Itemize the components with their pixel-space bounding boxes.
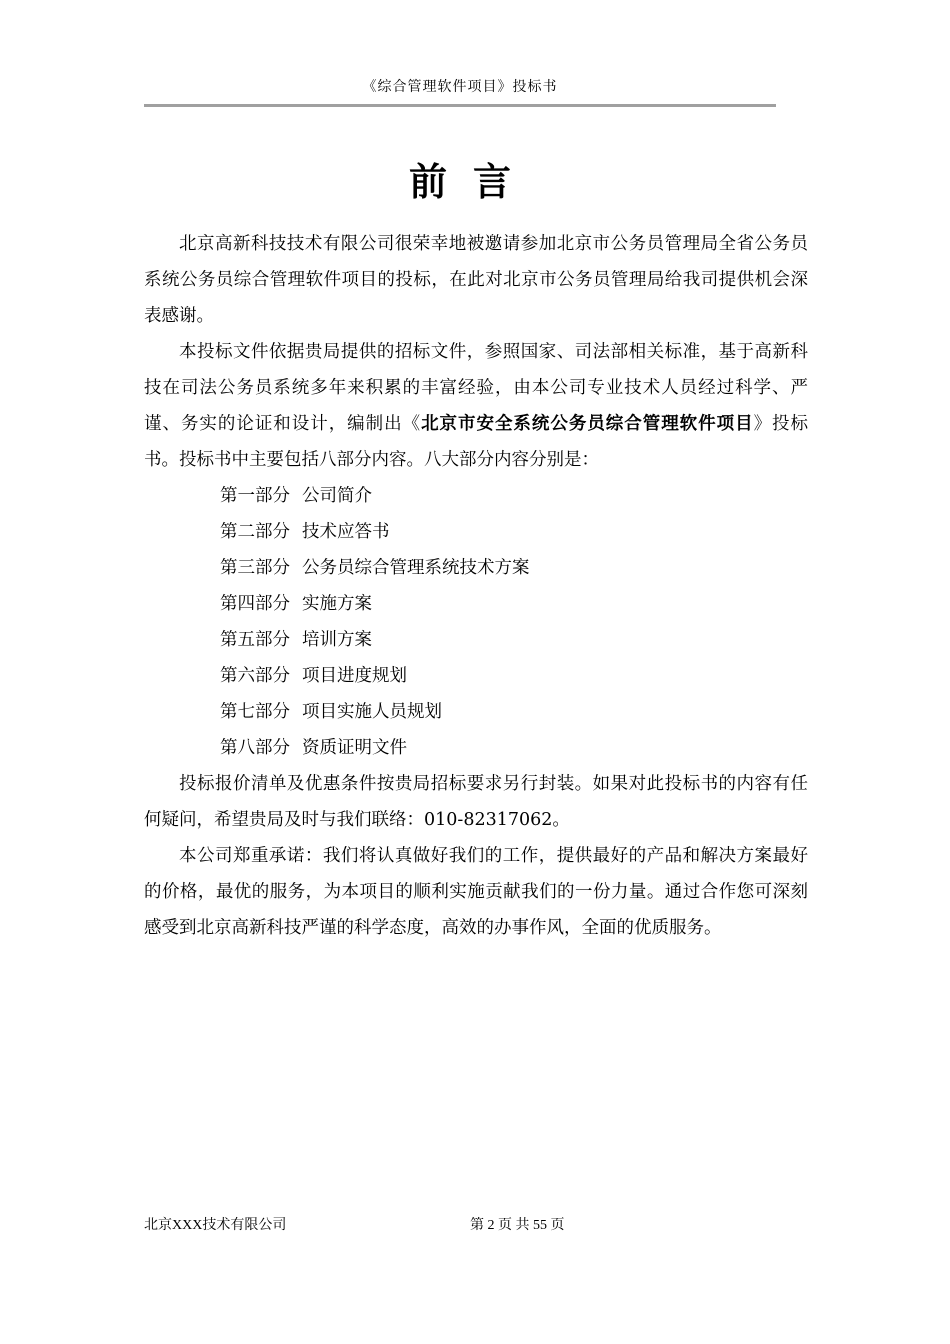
part-number: 第六部分 bbox=[220, 666, 290, 686]
part-number: 第八部分 bbox=[220, 738, 290, 758]
basis-text-1: 本投标文件依据贵局提供的招标文件，参照国家、司法部相关标准，基于高新科技在司法公务员系统多年来积累的丰富经验，由本公司专业技术人员经过科学、严谨、务实的论证和设计，编制出《 bbox=[144, 342, 808, 434]
header-divider bbox=[144, 104, 776, 107]
part-number: 第一部分 bbox=[220, 486, 290, 506]
project-name: 北京市安全系统公务员综合管理软件项目 bbox=[421, 414, 754, 434]
contents-item bbox=[144, 658, 808, 694]
part-name: 培训方案 bbox=[302, 630, 372, 650]
part-name: 项目进度规划 bbox=[302, 666, 407, 686]
basis-paragraph bbox=[144, 334, 808, 478]
part-name: 公务员综合管理系统技术方案 bbox=[302, 558, 530, 578]
document-body bbox=[144, 226, 808, 946]
pricing-paragraph: 投标报价清单及优惠条件按贵局招标要求另行封装。如果对此投标书的内容有任何疑问，希望贵局及时与我们联络：010-82317062。 bbox=[144, 774, 808, 830]
part-name: 技术应答书 bbox=[302, 522, 390, 542]
part-number: 第二部分 bbox=[220, 522, 290, 542]
page-header: 《综合管理软件项目》投标书 bbox=[362, 79, 558, 95]
part-number: 第七部分 bbox=[220, 702, 290, 722]
contents-item bbox=[144, 622, 808, 658]
contents-item bbox=[144, 550, 808, 586]
contents-item bbox=[144, 478, 808, 514]
footer-company: 北京XXX技术有限公司 bbox=[144, 1218, 287, 1233]
contents-item bbox=[144, 514, 808, 550]
commitment-paragraph: 本公司郑重承诺：我们将认真做好我们的工作，提供最好的产品和解决方案最好的价格，最优的服务，为本项目的顺利实施贡献我们的一份力量。通过合作您可深刻感受到北京高新科技严谨的科学态度，高效的办事作风，全面的优质服务。 bbox=[144, 846, 808, 938]
contents-item bbox=[144, 586, 808, 622]
footer-page-number: 第 2 页 共 55 页 bbox=[470, 1218, 565, 1233]
basis-text-2: 》投标书。投标书中主要包括八部分内容。八大部分内容分别是： bbox=[144, 414, 809, 470]
part-number: 第四部分 bbox=[220, 594, 290, 614]
part-name: 实施方案 bbox=[302, 594, 372, 614]
contents-item bbox=[144, 730, 808, 766]
part-name: 资质证明文件 bbox=[302, 738, 407, 758]
part-number: 第五部分 bbox=[220, 630, 290, 650]
contents-list bbox=[144, 478, 808, 766]
intro-paragraph: 北京高新科技技术有限公司很荣幸地被邀请参加北京市公务员管理局全省公务员系统公务员综合管理软件项目的投标，在此对北京市公务员管理局给我司提供机会深表感谢。 bbox=[144, 234, 808, 326]
part-name: 项目实施人员规划 bbox=[302, 702, 442, 722]
contents-item bbox=[144, 694, 808, 730]
page-title: 前言 bbox=[408, 159, 537, 204]
part-name: 公司简介 bbox=[302, 486, 372, 506]
part-number: 第三部分 bbox=[220, 558, 290, 578]
